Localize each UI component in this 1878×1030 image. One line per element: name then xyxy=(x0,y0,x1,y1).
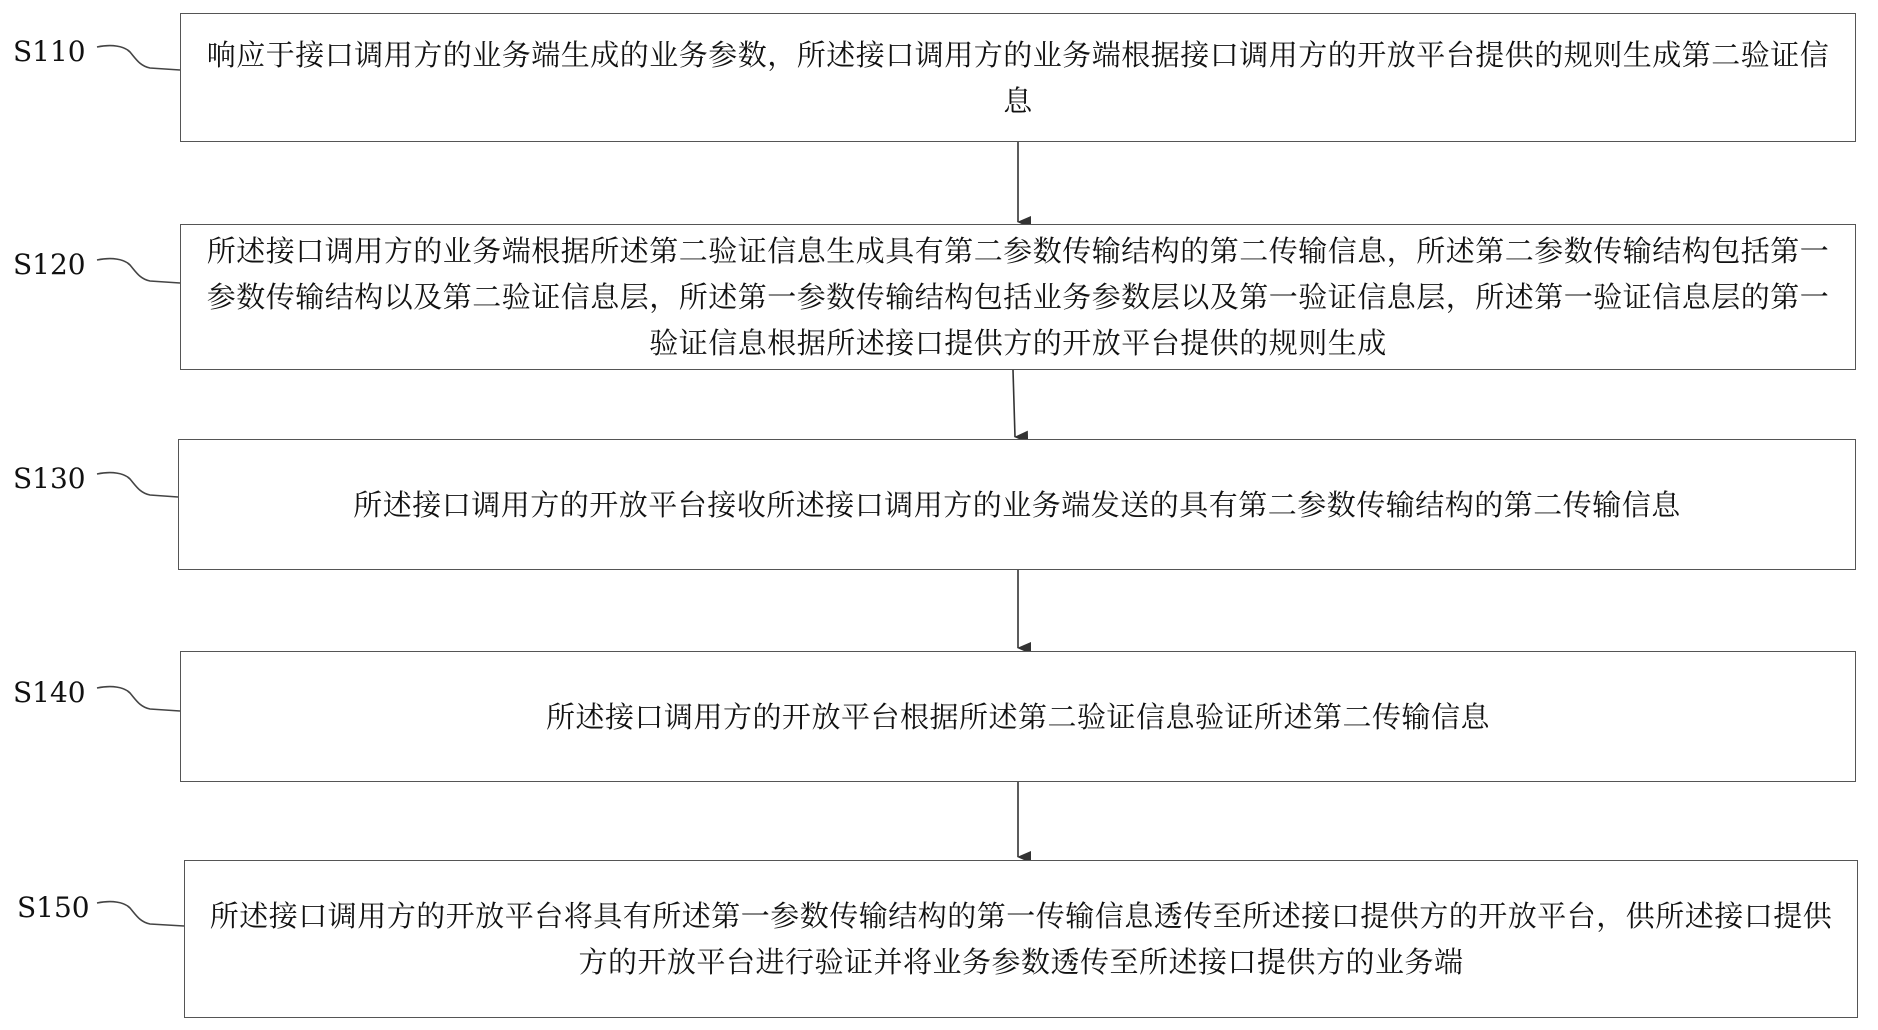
label-leader-s130 xyxy=(97,473,178,497)
step-text-s120: 所述接口调用方的业务端根据所述第二验证信息生成具有第二参数传输结构的第二传输信息，所述第二参数传输结构包括第一参数传输结构以及第二验证信息层，所述第一参数传输结构包括业务参数层以及第一验证信息层，所述第一验证信息层的第一验证信息根据所述接口提供方的开放平台提供的规则生成 xyxy=(206,234,1830,360)
step-label-s140: S140 xyxy=(13,676,86,709)
step-text-s110: 响应于接口调用方的业务端生成的业务参数，所述接口调用方的业务端根据接口调用方的开放平台提供的规则生成第二验证信息 xyxy=(206,37,1830,118)
step-label-s120: S120 xyxy=(13,248,86,281)
step-text-s150: 所述接口调用方的开放平台将具有所述第一参数传输结构的第一传输信息透传至所述接口提供方的开放平台，供所述接口提供方的开放平台进行验证并将业务参数透传至所述接口提供方的业务端 xyxy=(209,899,1833,979)
step-text-s140: 所述接口调用方的开放平台根据所述第二验证信息验证所述第二传输信息 xyxy=(545,699,1490,734)
step-box-s130 xyxy=(178,439,1856,570)
step-box-s150 xyxy=(184,860,1858,1018)
label-leader-s110 xyxy=(97,46,180,70)
arrow-s120-to-s130 xyxy=(1013,370,1015,437)
step-label-s130: S130 xyxy=(13,462,86,495)
step-label-s110: S110 xyxy=(13,35,86,68)
step-box-s110 xyxy=(180,13,1856,142)
label-leader-s140 xyxy=(97,687,180,711)
label-leader-s120 xyxy=(97,259,180,283)
step-text-s130: 所述接口调用方的开放平台接收所述接口调用方的业务端发送的具有第二参数传输结构的第二传输信息 xyxy=(353,487,1681,522)
step-box-s140 xyxy=(180,651,1856,782)
step-box-s120 xyxy=(180,224,1856,370)
step-label-s150: S150 xyxy=(17,891,90,924)
label-leader-s150 xyxy=(97,902,184,926)
